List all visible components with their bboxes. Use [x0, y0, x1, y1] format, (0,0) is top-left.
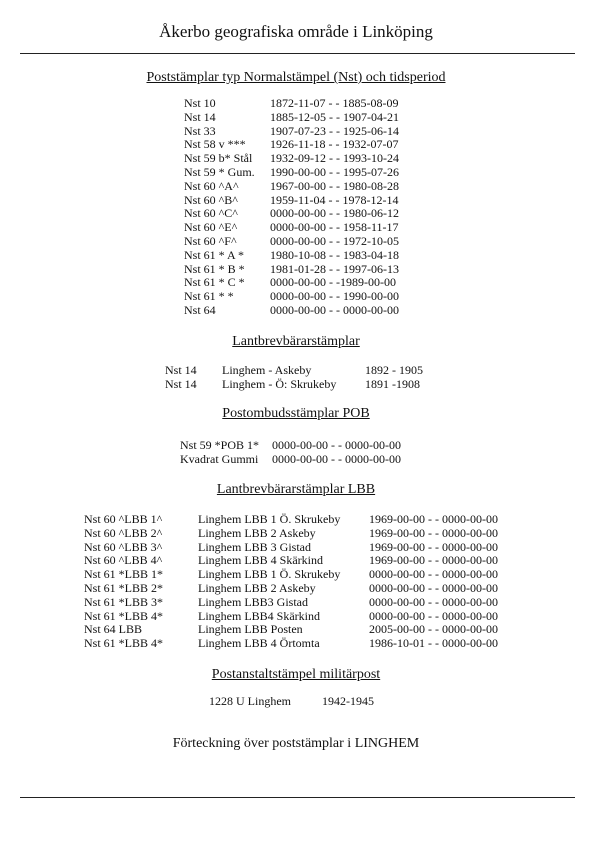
stamp-name: Nst 60 ^LBB 1^: [84, 512, 163, 526]
stamp-period: 0000-00-00 - - 1980-06-12: [270, 206, 399, 221]
stamp-route: Linghem - Askeby: [222, 363, 312, 377]
heading-lantbrevbararstamplar-lbb: Lantbrevbärarstämplar LBB: [216, 482, 376, 497]
stamp-name: Kvadrat Gummi: [180, 451, 259, 466]
stamp-name: Nst 59 * Gum.: [184, 164, 255, 179]
table-row: [84, 610, 514, 624]
table-row: [165, 378, 465, 392]
stamp-period: 1967-00-00 - - 1980-08-28: [270, 178, 399, 193]
table-row: [184, 249, 444, 263]
stamp-period: 0000-00-00 - - 0000-00-00: [369, 594, 498, 609]
stamp-period: 1926-11-18 - - 1932-07-07: [270, 137, 399, 152]
table-row: [84, 637, 514, 651]
stamp-name: Nst 64: [184, 302, 216, 317]
stamp-period: 1892 - 1905: [365, 363, 423, 377]
table-row: [84, 541, 514, 555]
footer-text: Förteckning över poststämplar i LINGHEM: [172, 736, 420, 751]
lantbrevbararstamplar-list: [165, 364, 465, 392]
stamp-name: 1228 U Linghem: [209, 694, 291, 708]
stamp-route: Linghem LBB 1 Ö. Skrukeby: [198, 512, 341, 526]
table-row: [184, 263, 444, 277]
heading-militarpost: Postanstaltstämpel militärpost: [211, 667, 381, 682]
stamp-period: 1891 -1908: [365, 376, 420, 391]
stamp-period: 1969-00-00 - - 0000-00-00: [369, 525, 498, 540]
stamp-period: 0000-00-00 - -1989-00-00: [270, 275, 396, 290]
stamp-route: Linghem LBB 2 Askeby: [198, 525, 316, 540]
stamp-period: 0000-00-00 - - 0000-00-00: [369, 608, 498, 623]
stamp-name: Nst 60 ^B^: [184, 192, 238, 207]
table-row: [184, 235, 444, 249]
table-row: [184, 194, 444, 208]
stamp-period: 1959-11-04 - - 1978-12-14: [270, 192, 399, 207]
stamp-name: Nst 10: [184, 96, 216, 110]
militarpost-list: [209, 695, 409, 709]
table-row: [180, 453, 440, 467]
table-row: [184, 276, 444, 290]
stamp-period: 1986-10-01 - - 0000-00-00: [369, 636, 498, 651]
stamp-period: 0000-00-00 - - 0000-00-00: [272, 451, 401, 466]
stamp-period: 0000-00-00 - - 0000-00-00: [369, 567, 498, 582]
stamp-name: Nst 60 ^LBB 4^: [84, 553, 163, 568]
table-row: [209, 695, 409, 709]
lantbrevbararstamplar-lbb-list: [84, 513, 514, 651]
stamp-period: 1969-00-00 - - 0000-00-00: [369, 553, 498, 568]
stamp-route: Linghem - Ö: Skrukeby: [222, 376, 337, 391]
table-row: [184, 166, 444, 180]
stamp-name: Nst 60 ^A^: [184, 178, 239, 193]
stamp-period: 1980-10-08 - - 1983-04-18: [270, 247, 399, 262]
stamp-period: 1990-00-00 - - 1995-07-26: [270, 164, 399, 179]
table-row: [184, 97, 444, 111]
stamp-name: Nst 60 ^LBB 2^: [84, 525, 163, 540]
stamp-name: Nst 58 v ***: [184, 137, 246, 152]
stamp-period: 0000-00-00 - - 1972-10-05: [270, 233, 399, 248]
stamp-name: Nst 61 * B *: [184, 261, 245, 276]
stamp-route: Linghem LBB3 Gistad: [198, 594, 308, 609]
table-row: [184, 111, 444, 125]
stamp-route: Linghem LBB Posten: [198, 622, 303, 637]
postombudsstamplar-list: [180, 439, 440, 467]
stamp-period: 0000-00-00 - - 0000-00-00: [369, 580, 498, 595]
stamp-period: 1942-1945: [322, 694, 374, 708]
page-title: Åkerbo geografiska område i Linköping: [159, 22, 433, 41]
stamp-name: Nst 14: [184, 109, 216, 124]
stamp-period: 0000-00-00 - - 1990-00-00: [270, 289, 399, 304]
table-row: [84, 623, 514, 637]
top-divider: [20, 53, 575, 54]
table-row: [84, 513, 514, 527]
table-row: [84, 596, 514, 610]
table-row: [184, 304, 444, 318]
stamp-name: Nst 61 *LBB 2*: [84, 580, 164, 595]
stamp-name: Nst 61 * C *: [184, 275, 245, 290]
stamp-name: Nst 59 b* Stål: [184, 151, 253, 166]
stamp-name: Nst 14: [165, 363, 197, 377]
heading-lantbrevbararstamplar: Lantbrevbärarstämplar: [232, 334, 360, 349]
stamp-name: Nst 33: [184, 123, 216, 138]
table-row: [184, 152, 444, 166]
stamp-period: 0000-00-00 - - 1958-11-17: [270, 220, 399, 235]
stamp-period: 1981-01-28 - - 1997-06-13: [270, 261, 399, 276]
stamp-period: 1872-11-07 - - 1885-08-09: [270, 96, 399, 110]
table-row: [184, 221, 444, 235]
stamp-period: 2005-00-00 - - 0000-00-00: [369, 622, 498, 637]
stamp-route: Linghem LBB4 Skärkind: [198, 608, 320, 623]
stamp-period: 0000-00-00 - - 0000-00-00: [270, 302, 399, 317]
stamp-name: Nst 14: [165, 376, 197, 391]
table-row: [184, 125, 444, 139]
stamp-name: Nst 64 LBB: [84, 622, 143, 637]
stamp-name: Nst 60 ^E^: [184, 220, 238, 235]
table-row: [184, 180, 444, 194]
stamp-name: Nst 60 ^F^: [184, 233, 237, 248]
stamp-period: 1969-00-00 - - 0000-00-00: [369, 539, 498, 554]
heading-normalstampel: Poststämplar typ Normalstämpel (Nst) och tidsperiod: [146, 70, 446, 85]
table-row: [165, 364, 465, 378]
stamp-name: Nst 61 * A *: [184, 247, 245, 262]
stamp-route: Linghem LBB 4 Örtomta: [198, 636, 320, 651]
stamp-name: Nst 59 *POB 1*: [180, 438, 260, 452]
stamp-name: Nst 60 ^LBB 3^: [84, 539, 163, 554]
stamp-name: Nst 61 *LBB 4*: [84, 636, 164, 651]
stamp-route: Linghem LBB 2 Askeby: [198, 580, 316, 595]
stamp-route: Linghem LBB 3 Gistad: [198, 539, 311, 554]
table-row: [84, 568, 514, 582]
table-row: [84, 582, 514, 596]
stamp-period: 1907-07-23 - - 1925-06-14: [270, 123, 399, 138]
stamp-period: 0000-00-00 - - 0000-00-00: [272, 438, 401, 452]
stamp-period: 1969-00-00 - - 0000-00-00: [369, 512, 498, 526]
stamp-name: Nst 60 ^C^: [184, 206, 238, 221]
stamp-route: Linghem LBB 4 Skärkind: [198, 553, 323, 568]
table-row: [84, 554, 514, 568]
normalstampel-list: [184, 97, 444, 318]
table-row: [184, 290, 444, 304]
stamp-name: Nst 61 *LBB 3*: [84, 594, 164, 609]
bottom-divider: [20, 797, 575, 798]
stamp-name: Nst 61 * *: [184, 289, 234, 304]
stamp-period: 1932-09-12 - - 1993-10-24: [270, 151, 399, 166]
stamp-route: Linghem LBB 1 Ö. Skrukeby: [198, 567, 341, 582]
stamp-name: Nst 61 *LBB 1*: [84, 567, 164, 582]
table-row: [184, 138, 444, 152]
stamp-period: 1885-12-05 - - 1907-04-21: [270, 109, 399, 124]
table-row: [84, 527, 514, 541]
table-row: [184, 207, 444, 221]
table-row: [180, 439, 440, 453]
heading-postombudsstamplar: Postombudsstämplar POB: [222, 406, 370, 421]
stamp-name: Nst 61 *LBB 4*: [84, 608, 164, 623]
